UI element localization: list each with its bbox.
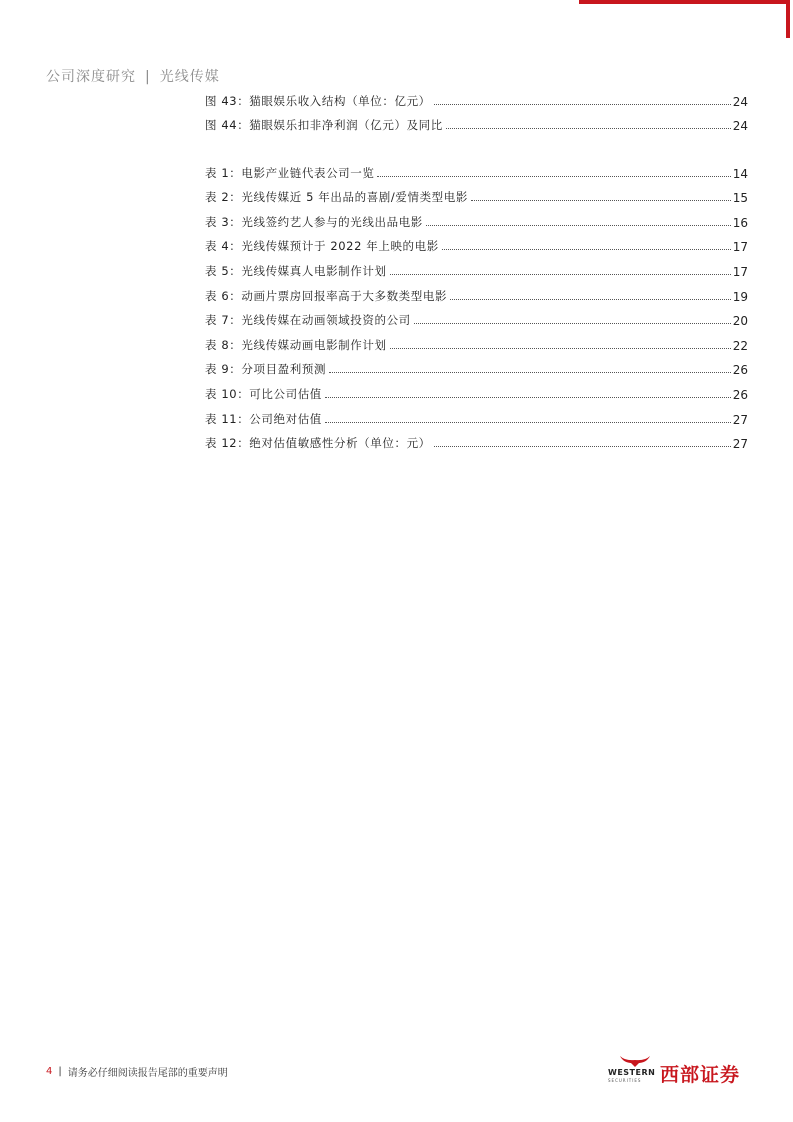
toc-entry-label: 图 44：猫眼娱乐扣非净利润（亿元）及同比 [205,118,443,133]
toc-entry-table-5[interactable] [205,254,748,279]
report-type: 公司深度研究 [46,69,136,85]
toc-entry-label: 表 2：光线传媒近 5 年出品的喜剧/爱情类型电影 [205,190,468,205]
toc-entry-page: 16 [732,215,748,230]
dot-leader [325,396,731,398]
toc-entry-label: 表 1：电影产业链代表公司一览 [205,165,375,180]
dot-leader [414,322,731,324]
dot-leader [377,175,730,177]
toc-entry-label: 表 8：光线传媒动画电影制作计划 [205,337,387,352]
toc-entry-label: 表 7：光线传媒在动画领域投资的公司 [205,313,411,328]
bull-horns-icon [618,1054,652,1068]
toc-entry-figure-43[interactable] [205,84,748,109]
disclaimer-text: 请务必仔细阅读报告尾部的重要声明 [67,1068,228,1079]
toc-entry-page: 19 [732,289,748,304]
toc-entry-label: 表 12：绝对估值敏感性分析（单位：元） [205,436,431,451]
toc-entry-table-4[interactable] [205,230,748,255]
toc-entry-table-1[interactable] [205,156,748,181]
toc-entry-table-7[interactable] [205,304,748,329]
footer-separator: | [58,1066,62,1077]
toc-entry-page: 24 [732,119,748,134]
dot-leader [426,224,731,226]
dot-leader [434,103,731,105]
toc-entry-page: 27 [732,412,748,427]
toc-entry-label: 表 6：动画片票房回报率高于大多数类型电影 [205,288,448,303]
header-separator: | [145,69,151,85]
dot-leader [390,347,731,349]
toc-entry-table-12[interactable] [205,427,748,452]
dot-leader [471,199,731,201]
toc-entry-label: 表 10：可比公司估值 [205,386,322,401]
dot-leader [442,248,731,250]
page-number: 4 [46,1066,53,1077]
figure-list [205,84,748,133]
toc-entry-table-3[interactable] [205,205,748,230]
toc-entry-page: 26 [732,363,748,378]
company-name: 光线传媒 [159,69,220,85]
page-footer [46,1064,228,1079]
toc-entry-figure-44[interactable] [205,109,748,134]
toc-entry-label: 图 43：猫眼娱乐收入结构（单位：亿元） [205,93,431,108]
toc-entry-table-6[interactable] [205,279,748,304]
dot-leader [329,371,731,373]
toc-entry-table-10[interactable] [205,377,748,402]
toc-entry-page: 20 [732,314,748,329]
toc-entry-page: 17 [732,240,748,255]
toc-entry-page: 27 [732,437,748,452]
toc-entry-table-2[interactable] [205,181,748,206]
logo-brand-en: WESTERN [608,1068,656,1077]
dot-leader [434,445,731,447]
toc-entry-label: 表 11：公司绝对估值 [205,411,322,426]
toc-entry-label: 表 4：光线传媒预计于 2022 年上映的电影 [205,239,439,254]
page-header [46,66,220,86]
toc-entry-page: 26 [732,387,748,402]
toc-entry-table-9[interactable] [205,353,748,378]
dot-leader [446,127,731,129]
toc-entry-page: 24 [732,94,748,109]
toc-entry-page: 17 [732,264,748,279]
header-corner-decoration [579,0,790,38]
dot-leader [325,421,731,423]
table-list [205,156,748,451]
dot-leader [450,298,731,300]
dot-leader [390,273,731,275]
logo-brand-cn: 西部证券 [660,1064,741,1086]
toc-entry-label: 表 9：分项目盈利预测 [205,362,327,377]
toc-entry-page: 15 [732,191,748,206]
toc-entry-label: 表 3：光线签约艺人参与的光线出品电影 [205,214,423,229]
logo-brand-en-sub: SECURITIES [608,1078,642,1083]
toc-entry-table-11[interactable] [205,402,748,427]
western-securities-logo [608,1054,753,1088]
toc-entry-page: 22 [732,338,748,353]
toc-entry-table-8[interactable] [205,328,748,353]
toc-entry-label: 表 5：光线传媒真人电影制作计划 [205,263,387,278]
toc-entry-page: 14 [732,166,748,181]
